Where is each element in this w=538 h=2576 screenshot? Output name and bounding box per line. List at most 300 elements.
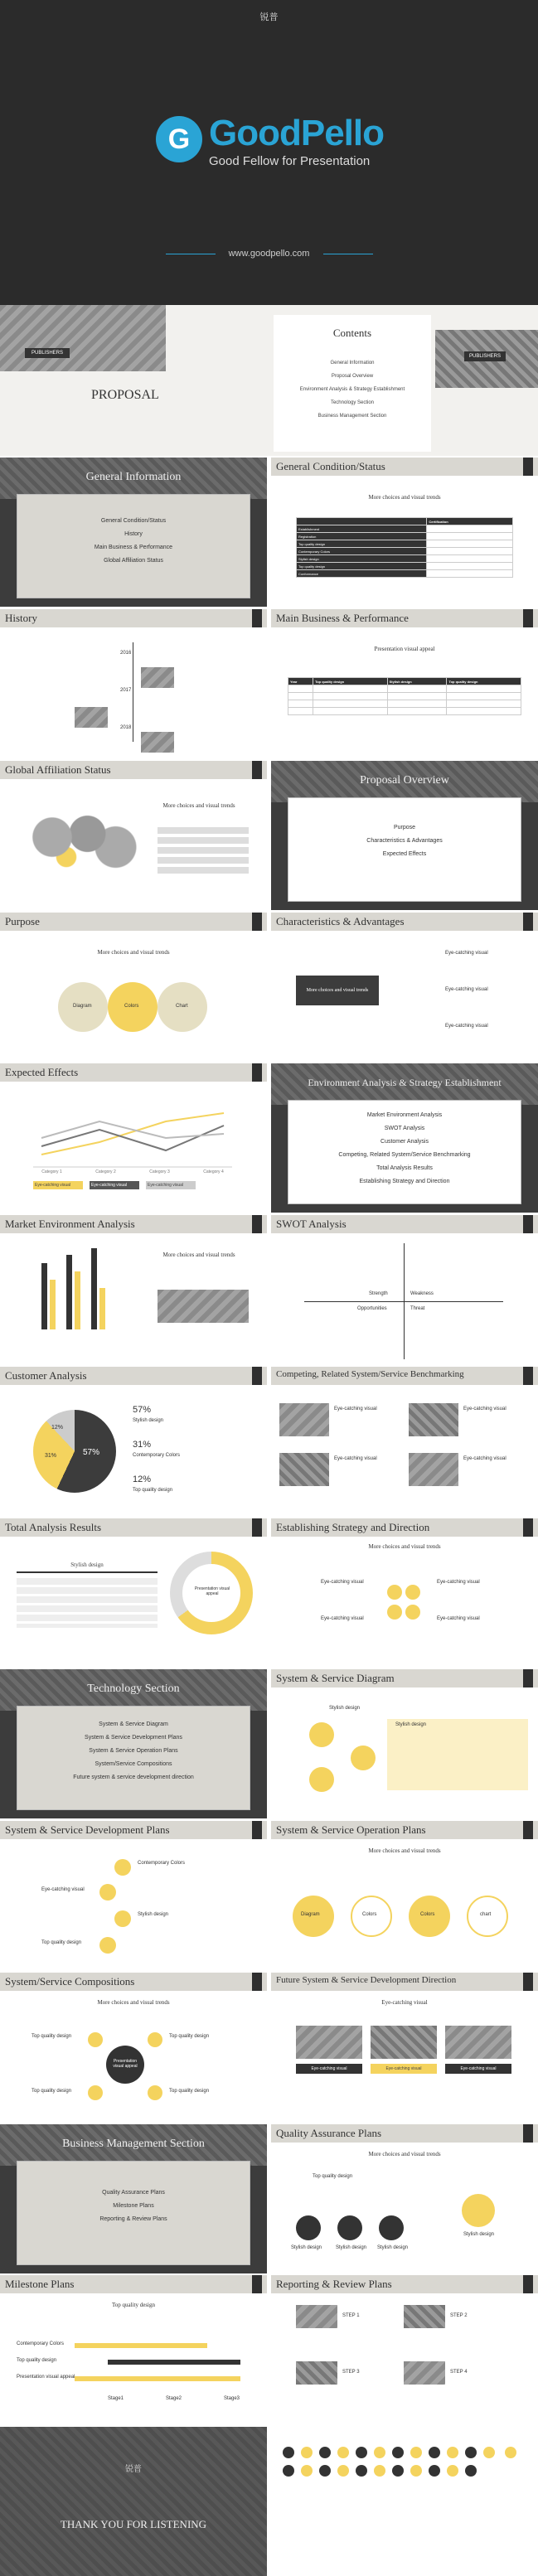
item-label: Eye-catching visual — [334, 1407, 377, 1411]
brand-url[interactable]: www.goodpello.com — [228, 249, 310, 259]
tag: Eye-catching visual — [296, 2064, 362, 2074]
table-cell — [313, 685, 388, 693]
item-label: Eye-catching visual — [41, 1887, 85, 1892]
item-label: Top quality design — [169, 2089, 210, 2094]
title-bar — [271, 1669, 538, 1687]
table-header — [297, 518, 427, 525]
node-label: Stylish design — [336, 2245, 367, 2250]
table-header: Stylish design — [387, 678, 447, 685]
row-label: Establishment — [297, 525, 427, 533]
row-label: Registration — [297, 533, 427, 540]
swot-label: Weakness — [410, 1291, 434, 1296]
row-label: Top quality design — [297, 563, 427, 570]
box-title: Eye-catching visual — [381, 1999, 428, 2006]
menu-item[interactable]: SWOT Analysis — [384, 1126, 425, 1131]
node-circle — [351, 1746, 376, 1770]
world-map-icon — [10, 811, 151, 877]
stat-label: Contemporary Colors — [133, 1453, 181, 1458]
stage-label: Stage2 — [166, 2396, 182, 2401]
slide-title: History — [5, 612, 37, 624]
bar — [99, 1288, 105, 1329]
table-cell — [427, 563, 513, 570]
slide-quality-assurance[interactable] — [271, 2124, 538, 2273]
slide-title: System/Service Compositions — [5, 1975, 135, 1988]
pie-label: 31% — [45, 1453, 57, 1459]
title-bar — [0, 1063, 267, 1082]
corner-tab — [523, 1669, 533, 1687]
box-title: More choices and visual trends — [162, 802, 235, 809]
corner-tab — [523, 2275, 533, 2293]
menu-item[interactable]: Expected Effects — [382, 851, 427, 857]
contents-item[interactable]: General Information — [330, 361, 375, 366]
item-label: Top quality design — [169, 2034, 210, 2039]
brand-name: GoodPello — [209, 113, 384, 153]
title-bar — [271, 458, 538, 476]
slide-system-diagram[interactable] — [271, 1669, 538, 1818]
table-cell — [447, 708, 521, 715]
box-title: More choices and visual trends — [368, 1847, 441, 1854]
year-label: 2018 — [120, 725, 132, 730]
menu-item[interactable]: History — [124, 531, 143, 537]
row-label: Contemporary Colors — [297, 548, 427, 555]
title-bar — [0, 1973, 267, 1991]
item-label: Eye-catching visual — [334, 1456, 377, 1461]
slide-main-business[interactable] — [271, 609, 538, 758]
photo — [445, 2026, 511, 2059]
slide-operation-plans[interactable] — [271, 1821, 538, 1970]
item-label: Top quality design — [32, 2034, 72, 2039]
slide-title: Competing, Related System/Service Benchmarking — [276, 1369, 464, 1379]
lock-icon — [410, 2447, 422, 2458]
menu-item[interactable]: Purpose — [393, 825, 416, 830]
section-menu — [288, 797, 521, 902]
step-label: STEP 4 — [450, 2370, 468, 2375]
star-icon — [429, 2465, 440, 2477]
node-circle — [462, 2194, 495, 2227]
contents-item[interactable]: Environment Analysis & Strategy Establishment — [299, 387, 405, 392]
step-label: STEP 2 — [450, 2313, 468, 2318]
menu-item[interactable]: System & Service Operation Plans — [89, 1748, 178, 1754]
title-bar — [271, 1367, 538, 1385]
axis-horizontal — [304, 1301, 503, 1302]
slide-title: Environment Analysis & Strategy Establishment — [308, 1077, 502, 1088]
slide-characteristics[interactable] — [271, 913, 538, 1062]
slide-purpose[interactable] — [0, 913, 267, 1062]
slide-title: Customer Analysis — [5, 1369, 87, 1382]
title-bar — [0, 1367, 267, 1385]
circle-label: chart — [480, 1912, 492, 1917]
title-bar — [271, 913, 538, 931]
item-label: Eye-catching visual — [445, 987, 488, 992]
item-icon — [148, 2085, 162, 2100]
table-header: Top quality design — [313, 678, 388, 685]
item-icon — [148, 2032, 162, 2047]
corner-tab — [523, 913, 533, 931]
item-label: Eye-catching visual — [445, 951, 488, 956]
node-circle — [309, 1767, 334, 1792]
slide-proposal-contents[interactable] — [0, 305, 538, 456]
slide-compositions[interactable] — [0, 1973, 267, 2122]
title-bar — [271, 2124, 538, 2143]
proposal-title: PROPOSAL — [91, 388, 159, 402]
slide-title: Purpose — [5, 915, 40, 927]
corner-tab — [252, 609, 262, 627]
title-bar — [0, 761, 267, 779]
clock-icon — [429, 2447, 440, 2458]
slide-history[interactable] — [0, 609, 267, 758]
lock-icon — [392, 2465, 404, 2477]
section-menu — [17, 1706, 250, 1810]
bulb-icon — [387, 1585, 402, 1600]
title-bar — [0, 2275, 267, 2293]
badge: PUBLISHERS — [464, 351, 506, 361]
step-icon — [99, 1884, 116, 1901]
circle-label: Colors — [124, 1004, 139, 1009]
node-label: Stylish design — [463, 2232, 495, 2237]
user-icon — [283, 2447, 294, 2458]
chart-icon — [283, 2465, 294, 2477]
phone-icon — [337, 2465, 349, 2477]
title-bar — [271, 1821, 538, 1839]
tag: Eye-catching visual — [445, 2064, 511, 2074]
slide-title: Reporting & Review Plans — [276, 2278, 392, 2290]
slide-title: Business Management Section — [62, 2138, 205, 2150]
gear-icon — [301, 2465, 313, 2477]
tick-label: Category 4 — [203, 1169, 224, 1174]
slide-title: General Information — [85, 471, 182, 483]
slide-development-plans[interactable] — [0, 1821, 267, 1970]
gantt-bar — [75, 2376, 240, 2381]
results-table — [17, 1578, 158, 1628]
item-label: Eye-catching visual — [463, 1407, 506, 1411]
node-label: Stylish design — [291, 2245, 322, 2250]
table-cell — [427, 533, 513, 540]
title-bar — [271, 2275, 538, 2293]
swot-label: Strength — [369, 1291, 388, 1296]
item-icon — [88, 2032, 103, 2047]
gear-icon — [405, 1585, 420, 1600]
title-bar — [0, 1518, 267, 1537]
menu-item[interactable]: General Condition/Status — [100, 518, 167, 524]
bar — [75, 1271, 80, 1329]
slide-milestone[interactable] — [0, 2275, 267, 2424]
bar — [91, 1248, 97, 1329]
contents-item[interactable]: Technology Section — [330, 400, 375, 405]
title-bar — [0, 1215, 267, 1233]
bar — [66, 1255, 72, 1329]
donut-label: Presentation visual appeal — [194, 1586, 230, 1596]
table-cell — [387, 693, 447, 700]
center-box: More choices and visual trends — [296, 976, 379, 1005]
row-label: Stylish design — [297, 555, 427, 563]
brand-logo-icon: G — [156, 116, 202, 162]
table-header: Certification — [427, 518, 513, 525]
box-title: More choices and visual trends — [97, 949, 170, 956]
slide-title: Global Affiliation Status — [5, 763, 111, 776]
stat-label: Top quality design — [133, 1488, 173, 1493]
corner-tab — [523, 1367, 533, 1385]
title-bar — [271, 1518, 538, 1537]
slide-title: System & Service Development Plans — [5, 1823, 170, 1836]
swot-label: Threat — [410, 1306, 425, 1311]
bulb-icon — [483, 2447, 495, 2458]
stat-value: 12% — [133, 1474, 152, 1484]
corner-tab — [252, 1063, 262, 1082]
menu-item[interactable]: Competing, Related System/Service Benchmarking — [338, 1152, 471, 1158]
photo — [279, 1403, 329, 1436]
menu-item[interactable]: Establishing Strategy and Direction — [359, 1179, 450, 1184]
slide-benchmarking[interactable] — [271, 1367, 538, 1516]
performance-table — [288, 677, 521, 715]
home-icon — [447, 2465, 458, 2477]
photo — [409, 1403, 458, 1436]
table-cell — [288, 700, 313, 708]
item-label: Eye-catching visual — [463, 1456, 506, 1461]
table-cell — [288, 685, 313, 693]
slide-title: Market Environment Analysis — [5, 1218, 135, 1230]
tag: Eye-catching visual — [371, 2064, 437, 2074]
title-bar — [271, 1973, 538, 1991]
cover-slide — [0, 0, 538, 305]
slide-title: Milestone Plans — [5, 2278, 75, 2290]
item-label: Eye-catching visual — [321, 1616, 364, 1621]
pie-label: 12% — [51, 1425, 64, 1431]
corner-tab — [252, 1821, 262, 1839]
cart-icon — [392, 2447, 404, 2458]
item-label: Contemporary Colors — [138, 1861, 186, 1866]
menu-item[interactable]: Reporting & Review Plans — [99, 2216, 167, 2222]
circle-label: Colors — [420, 1912, 435, 1917]
top-logo: 锐普 — [259, 12, 279, 22]
gantt-bar — [108, 2360, 240, 2365]
corner-tab — [252, 1518, 262, 1537]
table-cell — [387, 685, 447, 693]
table-cell — [313, 708, 388, 715]
table-cell — [313, 700, 388, 708]
slide-icon-set[interactable] — [271, 2427, 538, 2576]
globe-icon — [374, 2447, 385, 2458]
table-cell — [427, 555, 513, 563]
corner-tab — [523, 458, 533, 476]
slide-title: Future System & Service Development Direction — [276, 1975, 457, 1985]
globe-icon — [356, 2465, 367, 2477]
box-title: More choices and visual trends — [97, 1999, 170, 2006]
step-label: STEP 1 — [342, 2313, 360, 2318]
footer-logo: 锐普 — [125, 2465, 142, 2474]
menu-item[interactable]: Customer Analysis — [380, 1139, 429, 1145]
data-list — [158, 827, 249, 877]
table-cell — [427, 570, 513, 578]
table-cell — [447, 685, 521, 693]
effect-box: Eye-catching visual — [146, 1181, 196, 1189]
category-axis — [25, 1169, 240, 1174]
slide-title: Proposal Overview — [360, 774, 449, 787]
brand-tagline: Good Fellow for Presentation — [209, 154, 371, 168]
chart-icon — [301, 2447, 313, 2458]
bar — [50, 1280, 56, 1329]
table-cell — [387, 708, 447, 715]
mail-icon — [337, 2447, 349, 2458]
corner-tab — [523, 609, 533, 627]
menu-item[interactable]: Milestone Plans — [113, 2203, 154, 2209]
slide-title: Quality Assurance Plans — [276, 2127, 382, 2139]
row-label: Contemporary Colors — [17, 2341, 65, 2346]
circle-label: Diagram — [301, 1912, 320, 1917]
title-bar — [271, 609, 538, 627]
menu-item[interactable]: Main Business & Performance — [94, 545, 173, 550]
corner-tab — [252, 1215, 262, 1233]
menu-item[interactable]: Characteristics & Advantages — [366, 838, 443, 844]
box-title: More choices and visual trends — [368, 494, 441, 501]
year-label: 2016 — [120, 651, 132, 656]
menu-item[interactable]: Future system & service development direction — [73, 1775, 194, 1780]
slide-general-information[interactable] — [0, 458, 267, 607]
table-header: Year — [288, 678, 313, 685]
photo — [371, 2026, 437, 2059]
stat-label: Stylish design — [133, 1418, 164, 1423]
item-label: Eye-catching visual — [445, 1024, 488, 1029]
slide-proposal-overview[interactable] — [271, 761, 538, 910]
box-title: More choices and visual trends — [368, 2151, 441, 2157]
center-label: Presentation visual appeal — [113, 2059, 138, 2069]
slide-title: System & Service Operation Plans — [276, 1823, 426, 1836]
slide-general-condition[interactable] — [271, 458, 538, 607]
mail-icon — [319, 2465, 331, 2477]
table-cell — [427, 548, 513, 555]
corner-tab — [523, 1973, 533, 1991]
photo — [296, 2361, 337, 2385]
slide-technology-section[interactable] — [0, 1669, 267, 1818]
series-line — [41, 1121, 224, 1138]
slide-thank-you[interactable] — [0, 2427, 267, 2576]
slide-total-results[interactable] — [0, 1518, 267, 1668]
slide-swot[interactable] — [271, 1215, 538, 1364]
photo — [279, 1453, 329, 1486]
slide-global-affiliation[interactable] — [0, 761, 267, 910]
node-label: Stylish design — [395, 1722, 427, 1727]
step-icon — [114, 1910, 131, 1927]
item-label: Top quality design — [41, 1940, 82, 1945]
user-icon — [505, 2447, 516, 2458]
menu-item[interactable]: Total Analysis Results — [376, 1165, 433, 1171]
corner-tab — [252, 2275, 262, 2293]
gantt-bar — [75, 2343, 207, 2348]
stat-value: 57% — [133, 1405, 152, 1415]
home-icon — [465, 2447, 477, 2458]
slide-title: System & Service Diagram — [276, 1672, 395, 1684]
slide-strategy[interactable] — [271, 1518, 538, 1668]
menu-item[interactable]: System/Service Compositions — [95, 1761, 172, 1767]
box-title: Stylish design — [17, 1562, 158, 1573]
box-title: Top quality design — [111, 2302, 155, 2308]
section-menu — [288, 1100, 521, 1204]
node-label: Stylish design — [329, 1706, 361, 1711]
item-label: Top quality design — [32, 2089, 72, 2094]
pie-label: 57% — [83, 1448, 100, 1457]
row-label: Top quality design — [17, 2358, 57, 2363]
box-title: Presentation visual appeal — [374, 646, 435, 652]
corner-tab — [523, 1821, 533, 1839]
slide-title: Expected Effects — [5, 1066, 79, 1078]
step-label: STEP 3 — [342, 2370, 360, 2375]
slide-title: Main Business & Performance — [276, 612, 409, 624]
node-circle — [296, 2215, 321, 2240]
badge: PUBLISHERS — [25, 348, 70, 358]
row-label: Conformance — [297, 570, 427, 578]
slide-title: Total Analysis Results — [5, 1521, 102, 1533]
item-label: Stylish design — [138, 1912, 169, 1917]
menu-item[interactable]: Global Affiliation Status — [104, 558, 163, 564]
slide-environment-analysis[interactable] — [271, 1063, 538, 1213]
contents-panel — [274, 315, 431, 452]
slide-future-direction[interactable] — [271, 1973, 538, 2122]
effect-box: Eye-catching visual — [90, 1181, 139, 1189]
slide-expected-effects[interactable] — [0, 1063, 267, 1213]
item-label: Eye-catching visual — [321, 1580, 364, 1585]
menu-item[interactable]: System & Service Diagram — [99, 1721, 168, 1727]
contents-item[interactable]: Business Management Section — [317, 414, 387, 419]
phone-icon — [356, 2447, 367, 2458]
series-line — [41, 1113, 224, 1155]
menu-item[interactable]: Market Environment Analysis — [366, 1112, 443, 1118]
circle-label: Chart — [176, 1004, 188, 1009]
corner-tab — [523, 1518, 533, 1537]
table-cell — [288, 708, 313, 715]
corner-tab — [252, 1973, 262, 1991]
node-circle — [379, 2215, 404, 2240]
globe-icon — [405, 1605, 420, 1620]
info-table — [296, 517, 513, 578]
tick-label: Category 1 — [41, 1169, 62, 1174]
slide-title: Establishing Strategy and Direction — [276, 1521, 430, 1533]
tick-label: Category 2 — [95, 1169, 116, 1174]
menu-item[interactable]: Quality Assurance Plans — [102, 2190, 165, 2196]
box-title: More choices and visual trends — [368, 1543, 441, 1550]
photo — [141, 667, 174, 688]
item-icon — [88, 2085, 103, 2100]
photo — [158, 1290, 249, 1323]
stat-value: 31% — [133, 1440, 152, 1450]
chart-icon — [387, 1605, 402, 1620]
photo — [0, 305, 166, 371]
bar — [41, 1263, 47, 1329]
line-chart — [33, 1097, 232, 1175]
slide-business-section[interactable] — [0, 2124, 267, 2273]
box-title: More choices and visual trends — [162, 1252, 235, 1258]
slide-market-environment[interactable] — [0, 1215, 267, 1364]
step-icon — [114, 1859, 131, 1876]
slide-reporting[interactable] — [271, 2275, 538, 2424]
corner-tab — [252, 913, 262, 931]
photo — [296, 2305, 337, 2328]
title-bar — [0, 609, 267, 627]
menu-item[interactable]: System & Service Development Plans — [85, 1735, 182, 1741]
table-cell — [313, 693, 388, 700]
node-label: Stylish design — [377, 2245, 409, 2250]
bulb-icon — [465, 2465, 477, 2477]
table-cell — [447, 700, 521, 708]
contents-item[interactable]: Proposal Overview — [331, 374, 374, 379]
cart-icon — [374, 2465, 385, 2477]
table-cell — [427, 540, 513, 548]
slide-customer-analysis[interactable] — [0, 1367, 267, 1516]
stage-label: Stage3 — [224, 2396, 240, 2401]
tick-label: Category 3 — [149, 1169, 170, 1174]
diagram-panel — [387, 1719, 528, 1790]
node-label: Top quality design — [313, 2174, 353, 2179]
star-icon — [447, 2447, 458, 2458]
section-menu — [17, 494, 250, 598]
